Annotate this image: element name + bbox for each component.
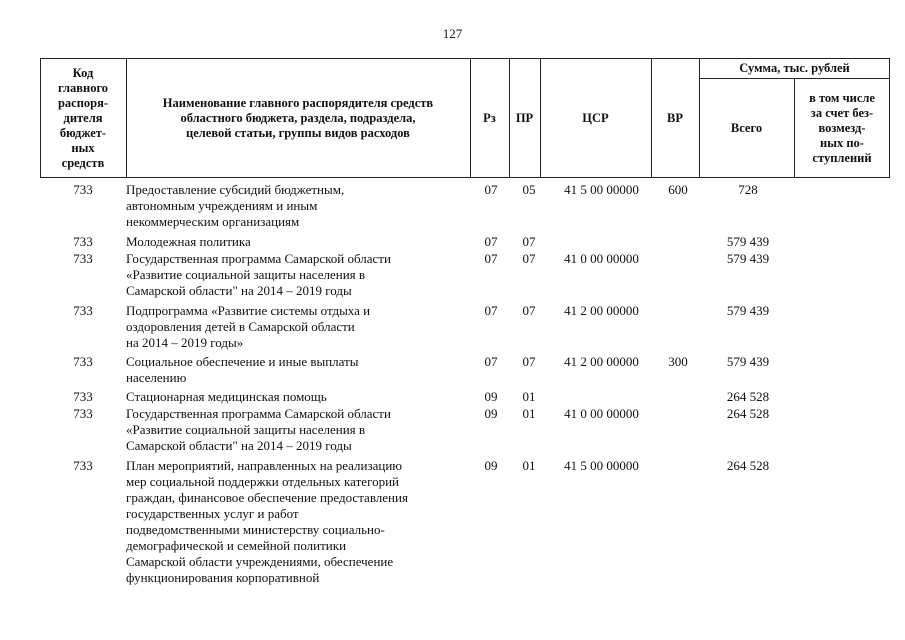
row-pr: 05 [522,182,536,197]
row-name: Государственная программа Самарской области «Развитие социальной защиты населения в Самарской области" на 2014 – 2019 годы [126,251,391,298]
header-pr: ПР [515,110,534,125]
row-code: 733 [73,354,93,369]
row-total: 264 528 [726,458,770,473]
row-rz: 07 [484,182,498,197]
row-code: 733 [73,406,93,421]
row-code: 733 [73,251,93,266]
row-total: 579 439 [726,303,770,318]
row-pr: 01 [522,458,536,473]
row-rz: 09 [484,389,498,404]
header-total: Всего [730,120,763,135]
row-total: 264 528 [726,406,770,421]
row-csr: 41 2 00 00000 [564,354,639,369]
row-vr: 300 [668,354,688,369]
row-total: 579 439 [726,354,770,369]
row-csr: 41 0 00 00000 [564,251,639,266]
row-csr: 41 5 00 00000 [564,182,639,197]
header-rz: Рз [483,110,496,125]
row-rz: 09 [484,406,498,421]
row-csr: 41 0 00 00000 [564,406,639,421]
header-csr: ЦСР [582,110,609,125]
page-number: 127 [442,26,463,41]
row-total: 728 [738,182,758,197]
row-total: 579 439 [726,251,770,266]
row-pr: 07 [522,234,536,249]
row-code: 733 [73,303,93,318]
row-vr: 600 [668,182,688,197]
row-code: 733 [73,182,93,197]
row-csr: 41 5 00 00000 [564,458,639,473]
row-rz: 09 [484,458,498,473]
row-code: 733 [73,458,93,473]
row-pr: 07 [522,251,536,266]
row-pr: 07 [522,303,536,318]
row-name: Подпрограмма «Развитие системы отдыха и оздоровления детей в Самарской области на 2014 – 2019 годы» [126,303,371,350]
row-rz: 07 [484,303,498,318]
row-pr: 07 [522,354,536,369]
header-free: в том числе за счет без- возмезд- ных по- ступлений [809,90,875,165]
row-rz: 07 [484,354,498,369]
row-pr: 01 [522,406,536,421]
header-vr: ВР [667,110,683,125]
row-name: Молодежная политика [126,234,251,249]
row-rz: 07 [484,251,498,266]
row-pr: 01 [522,389,536,404]
row-rz: 07 [484,234,498,249]
row-csr: 41 2 00 00000 [564,303,639,318]
row-name: Предоставление субсидий бюджетным, автономным учреждениям и иным некоммерческим организациям [126,182,345,229]
row-total: 264 528 [726,389,770,404]
row-name: Социальное обеспечение и иные выплаты населению [126,354,359,385]
header-sum-title: Сумма, тыс. рублей [739,60,850,75]
header-name: Наименование главного распорядителя средств областного бюджета, раздела, подраздела, целевой статьи, группы видов расходов [162,95,434,140]
row-total: 579 439 [726,234,770,249]
table-header [40,58,890,178]
row-code: 733 [73,389,93,404]
row-code: 733 [73,234,93,249]
row-name: План мероприятий, направленных на реализацию мер социальной поддержки отдельных категорий граждан, финансовое обеспечение предоставления государственных услуг и работ подведомственными министерству социально- демографической и семейной политики Самарской области учреждениями, обеспечение функционирования корпоративной [126,458,408,585]
row-name: Государственная программа Самарской области «Развитие социальной защиты населения в Самарской области" на 2014 – 2019 годы [126,406,391,453]
row-name: Стационарная медицинская помощь [126,389,327,404]
header-code: Код главного распоря- дителя бюджет- ных средств [57,65,109,170]
